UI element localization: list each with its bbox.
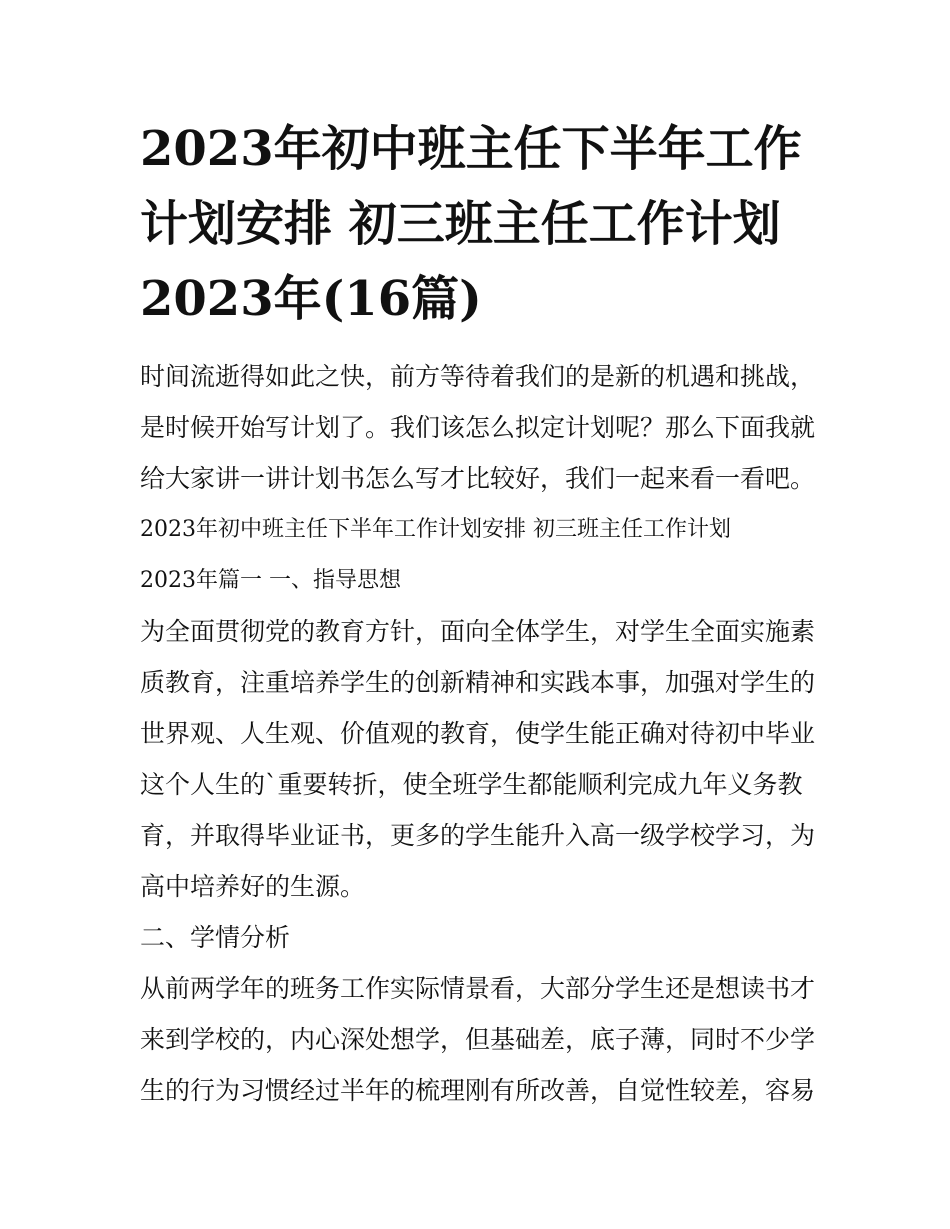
text-line: 这个人生的`重要转折，使全班学生都能顺利完成九年义务教	[140, 770, 803, 799]
text-line: 2023年初中班主任下半年工作计划安排 初三班主任工作计划	[140, 517, 731, 542]
text-line: 育，并取得毕业证书，更多的学生能升入高一级学校学习，为	[140, 821, 816, 850]
intro-paragraph	[140, 351, 820, 504]
section2-heading	[140, 912, 820, 963]
text-line: 2023年篇一 一、指导思想	[140, 568, 401, 593]
text-line: 时间流逝得如此之快，前方等待着我们的是新的机遇和挑战，	[140, 362, 816, 391]
section2-paragraph	[140, 963, 820, 1116]
text-line: 质教育，注重培养学生的创新精神和实践本事，加强对学生的	[140, 668, 816, 697]
text-line: 世界观、人生观、价值观的教育，使学生能正确对待初中毕业	[140, 719, 816, 748]
section1-paragraph	[140, 606, 820, 912]
text-line: 生的行为习惯经过半年的梳理刚有所改善，自觉性较差，容易	[140, 1076, 816, 1105]
title-line: 计划安排 初三班主任工作计划	[140, 196, 781, 252]
text-line: 是时候开始写计划了。我们该怎么拟定计划呢？那么下面我就	[140, 413, 816, 442]
subtitle-paragraph	[140, 504, 820, 606]
heading-line: 二、学情分析	[140, 923, 291, 952]
title-line: 2023年初中班主任下半年工作	[140, 121, 802, 177]
text-line: 来到学校的，内心深处想学，但基础差，底子薄，同时不少学	[140, 1025, 816, 1054]
text-line: 给大家讲一讲计划书怎么写才比较好，我们一起来看一看吧。	[140, 464, 816, 493]
title-line: 2023年(16篇)	[140, 271, 482, 327]
document-title	[140, 112, 820, 337]
document-page	[140, 112, 820, 1116]
text-line: 从前两学年的班务工作实际情景看，大部分学生还是想读书才	[140, 974, 816, 1003]
text-line: 为全面贯彻党的教育方针，面向全体学生，对学生全面实施素	[140, 617, 816, 646]
text-line: 高中培养好的生源。	[140, 872, 366, 901]
